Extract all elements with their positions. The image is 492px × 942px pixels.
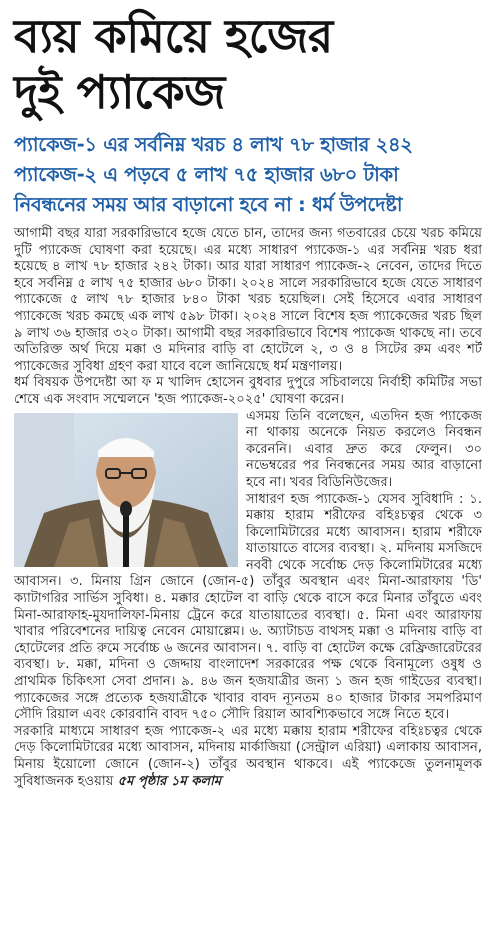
paragraph-package-2 <box>14 724 482 790</box>
paragraph-package-2-text: সরকারি মাধ্যমে সাধারণ হজ প্যাকেজ-২ এর মধ্যে মক্কায় হারাম শরীফের বহিঃচত্বর থেকে দেড় কিলোমিটারের মধ্যে আবাসন, মদিনায় মার্কাজিয়া (সেন্ট্রাল এরিয়া) এলাকায় আবাসন, মিনায় ইয়োলো জোনে (জোন-২) তাঁবুর অবস্থান থাকবে। এই প্যাকেজে তুলনামূলক সুবিধাজনক হওয়ায় <box>14 723 482 789</box>
subheadline-registration: নিবন্ধনের সময় আর বাড়ানো হবে না : ধর্ম উপদেষ্টা <box>14 193 403 216</box>
continued-reference[interactable]: ৫ম পৃষ্ঠার ১ম কলাম <box>117 773 222 789</box>
subheadlines <box>14 130 482 220</box>
subheadline-package-2: প্যাকেজ-২ এ পড়বে ৫ লাখ ৭৫ হাজার ৬৮০ টাকা <box>14 163 399 186</box>
headline-line-1: ব্যয় কমিয়ে হজের <box>14 9 333 63</box>
paragraph-advisor-quote: এসময় তিনি বলেছেন, এতদিন হজ প্যাকেজ না থাকায় অনেকে নিয়ত করলেও নিবন্ধন করেননি। এবার দ্রুত করে ফেলুন। ৩০ নভেম্বরের পর নিবন্ধনের সময় আর বাড়ানো হবে না। খবর বিডিনিউজের। <box>246 408 482 490</box>
paragraph-package-1-benefits: সাধারণ হজ প্যাকেজ-১ যেসব সুবিধাদি : ১. মক্কায় হারাম শরীফের বহিঃচত্বর থেকে ৩ কিলোমিটারের মধ্যে আবাসন। হারাম শরীফে যাতায়াতে বাসের ব্যবস্থা। ২. মদিনায় মসজিদে নববী থেকে সর্বোচ্চ দেড় কিলোমিটারের মধ্যে আবাসন। ৩. মিনায় গ্রিন জোনে (জোন-৫) তাঁবুর অবস্থান এবং মিনা-আরাফায় 'ডি' ক্যাটাগরির সার্ভিস সুবিধা। ৪. মক্কার হোটেল বা বাড়ি থেকে বাসে করে মিনার তাঁবুতে এবং মিনা-আরাফাহ-মুযদালিফা-মিনায় ট্রেনে করে যাতায়াতের ব্যবস্থা। ৫. মিনা এবং আরাফায় খাবার পরিবেশনের দায়িত্ব নেবেন মোয়াল্লেম। ৬. অ্যাটাচড বাথসহ মক্কা ও মদিনায় বাড়ি বা হোটেলের প্রতি রুমে সর্বোচ্চ ৬ জনের আবাসন। ৭. বাড়ি বা হোটেল কক্ষে রেফ্রিজারেটরের ব্যবস্থা। ৮. মক্কা, মদিনা ও জেদ্দায় বাংলাদেশ সরকারের পক্ষ থেকে বিনামূল্যে ওষুধ ও প্রাথমিক চিকিৎসা সেবা প্রদান। ৯. ৪৬ জন হজযাত্রীর জন্য ১ জন হজ গাইডের ব্যবস্থা। প্যাকেজের সঙ্গে প্রত্যেক হজযাত্রীকে খাবার বাবদ ন্যূনতম ৪০ হাজার টাকার সমপরিমাণ সৌদি রিয়াল এবং কোরবানি বাবদ ৭৫০ সৌদি রিয়াল আবশ্যিকভাবে সঙ্গে নিতে হবে। <box>14 491 482 723</box>
advisor-photo <box>14 413 238 567</box>
headline-line-2: দুই প্যাকেজ <box>14 65 225 119</box>
paragraph-intro: আগামী বছর যারা সরকারিভাবে হজে যেতে চান, তাদের জন্য গতবারের চেয়ে খরচ কমিয়ে দুটি প্যাকেজ ঘোষণা করা হয়েছে। এর মধ্যে সাধারণ প্যাকেজ-১ এর সর্বনিম্ন খরচ ধরা হয়েছে ৪ লাখ ৭৮ হাজার ২৪২ টাকা। আর যারা সাধারণ প্যাকেজ-২ নেবেন, তাদের দিতে হবে সর্বনিম্ন ৫ লাখ ৭৫ হাজার ৬৮০ টাকা। ২০২৪ সালে সরকারিভাবে হজে যেতে সাধারণ প্যাকেজে ৫ লাখ ৭৮ হাজার ৮৪০ টাকা খরচ হয়েছিল। সেই হিসেবে এবার সাধারণ প্যাকেজে খরচ কমছে এক লাখ ৫৯৮ টাকা। ২০২৪ সালে বিশেষ হজ প্যাকেজের খরচ ছিল ৯ লাখ ৩৬ হাজার ৩২০ টাকা। আগামী বছর সরকারিভাবে বিশেষ প্যাকেজ থাকছে না। তবে অতিরিক্ত অর্থ দিয়ে মক্কা ও মদিনার বাড়ি বা হোটেলে ২, ৩ ও ৪ সিটের রুম এবং শর্ট প্যাকেজের সুবিধা গ্রহণ করা যাবে বলে জানিয়েছে ধর্ম মন্ত্রণালয়। <box>14 226 482 374</box>
article-body <box>14 226 482 790</box>
subheadline-package-1: প্যাকেজ-১ এর সর্বনিম্ন খরচ ৪ লাখ ৭৮ হাজার ২৪২ <box>14 133 413 156</box>
portrait-image <box>14 413 238 567</box>
paragraph-announcement: ধর্ম বিষয়ক উপদেষ্টা আ ফ ম খালিদ হোসেন বুধবার দুপুরে সচিবালয়ে নির্বাহী কমিটির সভা শেষে এক সংবাদ সম্মেলনে 'হজ প্যাকেজ-২০২৫' ঘোষণা করেন। <box>14 375 482 407</box>
